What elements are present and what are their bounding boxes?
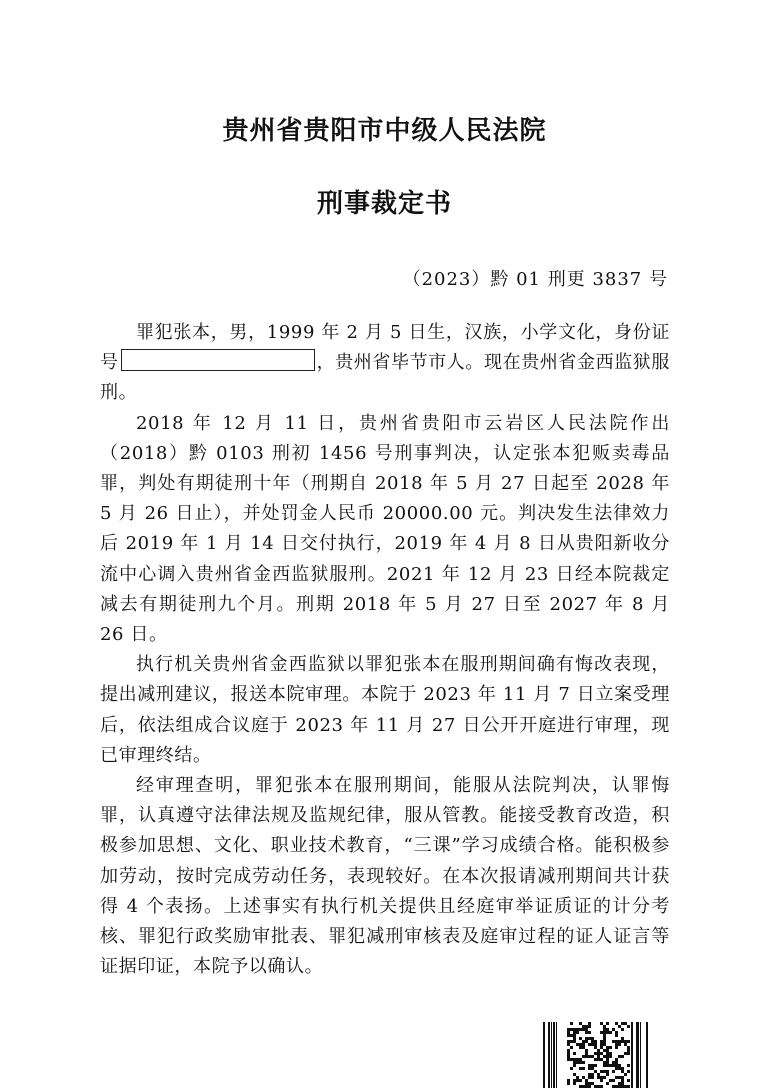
paragraph-findings: 经审理查明，罪犯张本在服刑期间，能服从法院判决，认罪悔罪，认真遵守法律法规及监规纪律，服从管教。能接受教育改造，积极参加思想、文化、职业技术教育，“三课”学习成绩合格。能积极参加劳动，按时完成劳动任务，表现较好。在本次报请减刑期间共计获得 4 个表扬。上述事实有执行机关提供且经庭审举证质证的计分考核、罪犯行政奖励审批表、罪犯减刑审核表及庭审过程的证人证言等证据印证，本院予以确认。 [100, 775, 670, 978]
paragraph-original-judgment: 2018 年 12 月 11 日，贵州省贵阳市云岩区人民法院作出（2018）黔 0103 刑初 1456 号刑事判决，认定张本犯贩卖毒品罪，判处有期徒刑十年（刑期自 2018 年 5 月 27 日起至 2028 年 5 月 26 日止），并处罚金人民币 20000.00 元。判决发生法律效力后 2019 年 1 月 14 日交付执行，2019 年 4 月 8 日从贵阳新收分流中心调入贵州省金西监狱服刑。2021 年 12 月 23 日经本院裁定减去有期徒刑九个月。刑期 2018 年 5 月 27 日至 2027 年 8 月 26 日。 [100, 412, 670, 646]
paragraph-text: ，贵州省毕节市人。现在贵州省金西监狱服刑。 [100, 352, 671, 404]
redacted-id-box [121, 349, 315, 371]
paragraph-commutation-proposal: 执行机关贵州省金西监狱以罪犯张本在服刑期间确有悔改表现，提出减刑建议，报送本院审理。本院于 2023 年 11 月 7 日立案受理后，依法组成合议庭于 2023 年 11 月 27 日公开开庭进行审理，现已审理终结。 [100, 654, 670, 766]
paragraph-defendant [100, 318, 670, 409]
paragraph-text: 罪犯张本，男，1999 年 2 月 5 日生，汉族，小学文化，身份证号 [100, 322, 670, 374]
qr-code-icon [543, 1022, 651, 1088]
document-type: 刑事裁定书 [316, 189, 452, 219]
document-body [100, 318, 670, 982]
court-name: 贵州省贵阳市中级人民法院 [222, 116, 547, 146]
case-number: （2023）黔 01 刑更 3837 号 [402, 269, 668, 290]
